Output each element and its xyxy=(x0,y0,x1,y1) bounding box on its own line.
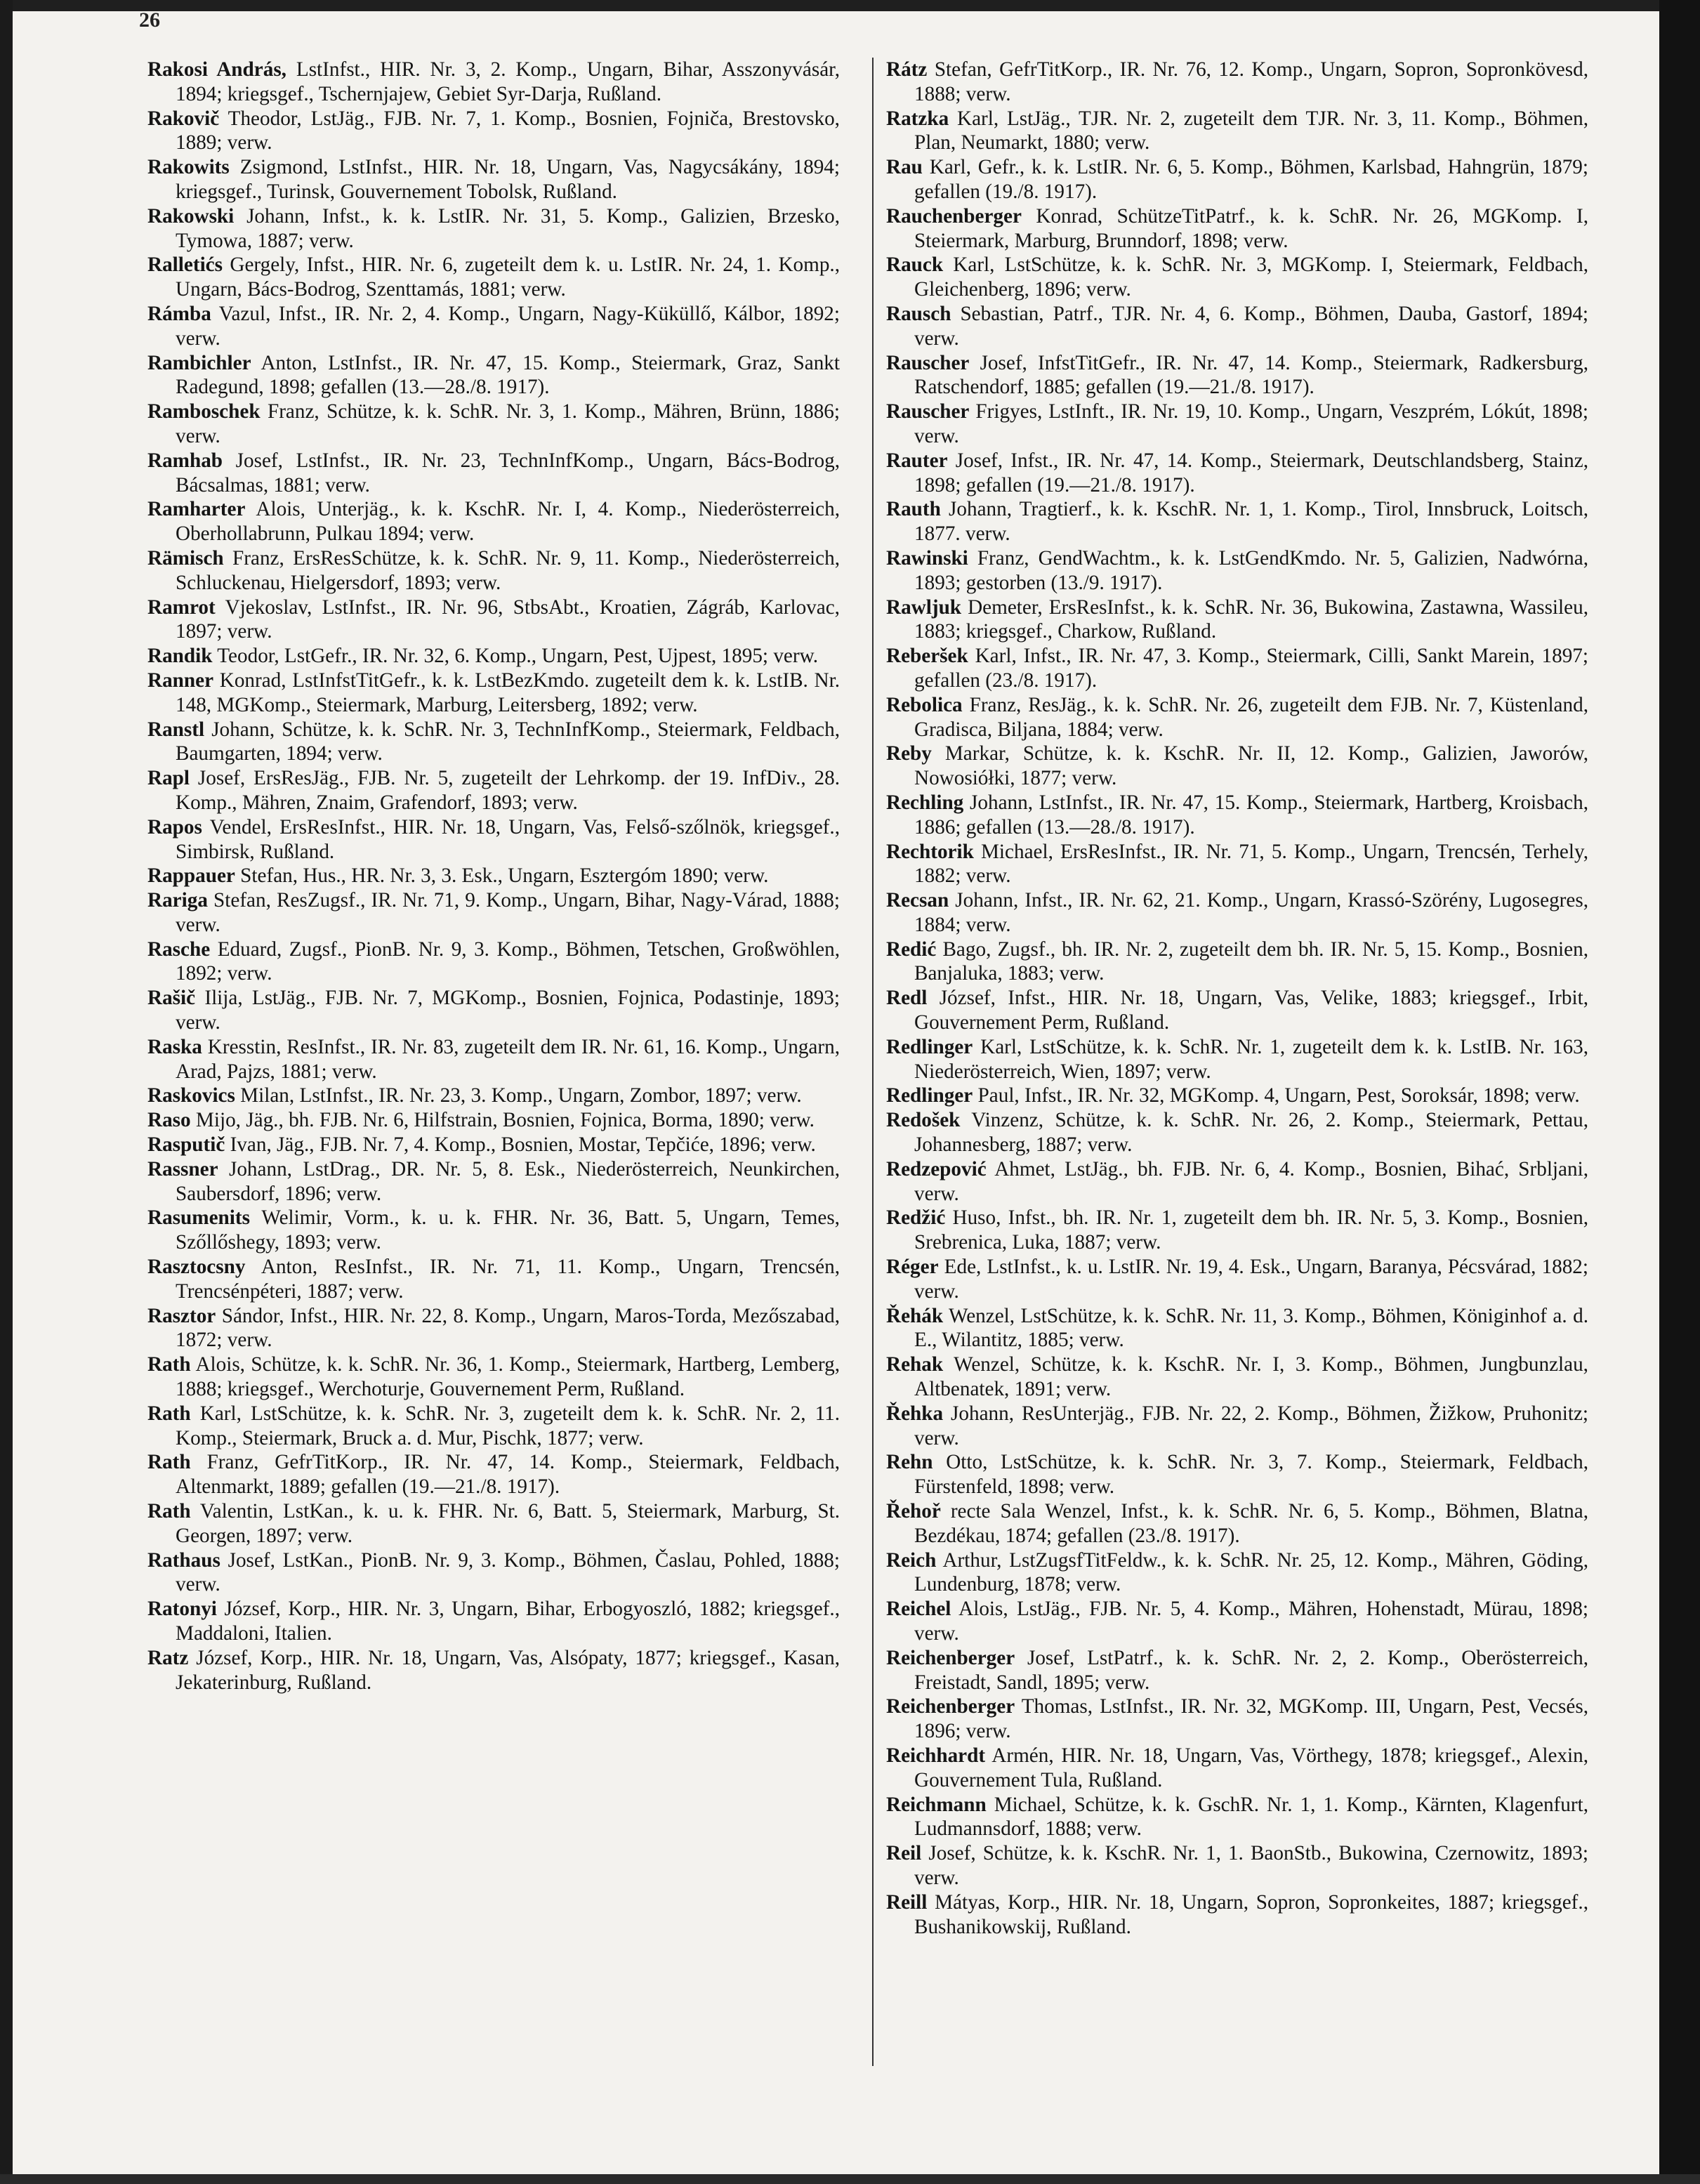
register-entry xyxy=(147,1255,840,1304)
entry-surname: Rasputič xyxy=(147,1133,225,1157)
entry-surname: Rechling xyxy=(886,791,964,814)
entry-details: Karl, Gefr., k. k. LstIR. Nr. 6, 5. Komp., Böhmen, Karlsbad, Hahngrün, 1879; gefallen (19./8. 1917). xyxy=(914,156,1588,203)
entry-surname: Reil xyxy=(886,1842,922,1865)
entry-details: Alois, LstJäg., FJB. Nr. 5, 4. Komp., Mähren, Hohenstadt, Mürau, 1898; verw. xyxy=(914,1598,1588,1645)
entry-details: Johann, ResUnterjäg., FJB. Nr. 22, 2. Komp., Böhmen, Žižkow, Pruhonitz; verw. xyxy=(914,1402,1589,1449)
entry-surname: Redl xyxy=(886,987,928,1010)
entry-surname: Reichenberger xyxy=(886,1695,1015,1718)
entry-details: Vjekoslav, LstInfst., IR. Nr. 96, StbsAbt., Kroatien, Zágráb, Karlovac, 1897; verw. xyxy=(176,596,840,643)
entry-surname: Rakosi András, xyxy=(147,58,286,81)
entry-surname: Redžić xyxy=(886,1206,946,1230)
entry-details: Thomas, LstInfst., IR. Nr. 32, MGKomp. III, Ungarn, Pest, Vecsés, 1896; verw. xyxy=(914,1695,1588,1743)
entry-surname: Ramhab xyxy=(147,449,223,472)
entry-surname: Raskovics xyxy=(147,1084,235,1107)
entry-surname: Randik xyxy=(147,645,213,668)
entry-surname: Réger xyxy=(886,1256,939,1279)
register-entry xyxy=(886,400,1588,449)
register-entry xyxy=(147,253,840,302)
register-entry xyxy=(886,644,1588,693)
entry-surname: Rausch xyxy=(886,302,951,325)
entry-details: Karl, LstJäg., TJR. Nr. 2, zugeteilt dem TJR. Nr. 3, 11. Komp., Böhmen, Plan, Neumarkt, 1880; verw. xyxy=(914,107,1588,154)
entry-details: Theodor, LstJäg., FJB. Nr. 7, 1. Komp., Bosnien, Fojniča, Brestovsko, 1889; verw. xyxy=(176,107,840,154)
entry-surname: Rátz xyxy=(886,58,928,81)
entry-details: Zsigmond, LstInfst., HIR. Nr. 18, Ungarn, Vas, Nagycsákány, 1894; kriegsgef., Turinsk, Gouvernement Tobolsk, Rußland. xyxy=(176,156,841,203)
entry-surname: Ramboschek xyxy=(147,400,261,423)
register-entry xyxy=(147,864,840,888)
entry-details: Franz, GefrTitKorp., IR. Nr. 47, 14. Komp., Steiermark, Feldbach, Altenmarkt, 1889; gefallen (19.—21./8. 1917). xyxy=(176,1451,840,1499)
entry-surname: Redzepović xyxy=(886,1157,987,1180)
right-column xyxy=(886,58,1588,1939)
entry-surname: Rebolica xyxy=(886,693,963,716)
register-entry xyxy=(886,1646,1588,1695)
entry-details: Vendel, ErsResInfst., HIR. Nr. 18, Ungarn, Vas, Felső-szőlnök, kriegsgef., Simbirsk, Rußland. xyxy=(176,815,840,863)
register-entry xyxy=(147,1035,840,1084)
entry-details: Ede, LstInfst., k. u. LstIR. Nr. 19, 4. Esk., Ungarn, Baranya, Pécsvárad, 1882; verw. xyxy=(914,1256,1589,1303)
entry-surname: Rakowski xyxy=(147,204,235,228)
register-entry xyxy=(886,1890,1588,1940)
register-entry xyxy=(147,1499,840,1548)
register-entry xyxy=(886,1084,1588,1108)
register-entry xyxy=(886,155,1588,204)
scan-border-top xyxy=(0,0,1700,11)
entry-details: Josef, LstPatrf., k. k. SchR. Nr. 2, 2. Komp., Oberösterreich, Freistadt, Sandl, 1895; verw. xyxy=(914,1646,1589,1694)
register-entry xyxy=(886,253,1588,302)
register-entry xyxy=(886,1744,1588,1793)
entry-surname: Řehka xyxy=(886,1402,944,1425)
entry-surname: Ratzka xyxy=(886,107,949,130)
entry-details: Welimir, Vorm., k. u. k. FHR. Nr. 36, Batt. 5, Ungarn, Temes, Szőllőshegy, 1893; verw. xyxy=(176,1206,840,1254)
entry-details: József, Korp., HIR. Nr. 18, Ungarn, Vas, Alsópaty, 1877; kriegsgef., Kasan, Jekaterinburg, Rußland. xyxy=(176,1646,840,1694)
register-entry xyxy=(886,1450,1588,1499)
entry-surname: Rasche xyxy=(147,938,211,961)
entry-surname: Reich xyxy=(886,1548,937,1572)
register-entry xyxy=(147,1206,840,1255)
entry-surname: Rapl xyxy=(147,767,190,790)
entry-details: recte Sala Wenzel, Infst., k. k. SchR. Nr. 6, 5. Komp., Böhmen, Blatna, Bezdékau, 1874; gefallen (23./8. 1917). xyxy=(914,1500,1588,1547)
entry-surname: Rehak xyxy=(886,1353,944,1376)
entry-details: Johann, Schütze, k. k. SchR. Nr. 3, TechnInfKomp., Steiermark, Feldbach, Baumgarten, 1894; verw. xyxy=(176,718,840,765)
register-entry xyxy=(886,986,1588,1035)
entry-details: Stefan, ResZugsf., IR. Nr. 71, 9. Komp., Ungarn, Bihar, Nagy-Várad, 1888; verw. xyxy=(176,889,840,936)
entry-details: Anton, LstInfst., IR. Nr. 47, 15. Komp., Steiermark, Graz, Sankt Radegund, 1898; gefallen (13.—28./8. 1917). xyxy=(176,351,841,399)
entry-surname: Ralletićs xyxy=(147,254,223,277)
entry-surname: Rasumenits xyxy=(147,1206,250,1230)
entry-details: Ahmet, LstJäg., bh. FJB. Nr. 6, 4. Komp., Bosnien, Bihać, Srbljani, verw. xyxy=(914,1157,1588,1205)
entry-surname: Reill xyxy=(886,1890,928,1914)
register-entry xyxy=(147,1304,840,1353)
register-entry xyxy=(886,351,1588,400)
entry-surname: Redlinger xyxy=(886,1084,973,1107)
register-entry xyxy=(147,204,840,254)
entry-surname: Rasztor xyxy=(147,1304,216,1327)
entry-details: Kresstin, ResInfst., IR. Nr. 83, zugeteilt dem IR. Nr. 61, 16. Komp., Ungarn, Arad, Pajzs, 1881; verw. xyxy=(176,1035,840,1083)
entry-details: Alois, Schütze, k. k. SchR. Nr. 36, 1. Komp., Steiermark, Hartberg, Lemberg, 1888; kriegsgef., Werchoturje, Gouvernement Perm, Rußland. xyxy=(176,1353,840,1401)
entry-details: Josef, InfstTitGefr., IR. Nr. 47, 14. Komp., Steiermark, Radkersburg, Ratschendorf, 1885; gefallen (19.—21./8. 1917). xyxy=(914,351,1588,399)
left-column xyxy=(147,58,840,1695)
entry-surname: Rawinski xyxy=(886,546,968,570)
entry-details: Johann, Infst., k. k. LstIR. Nr. 31, 5. Komp., Galizien, Brzesko, Tymowa, 1887; verw. xyxy=(176,204,840,252)
entry-details: Milan, LstInfst., IR. Nr. 23, 3. Komp., Ungarn, Zombor, 1897; verw. xyxy=(240,1084,802,1107)
entry-surname: Rechtorik xyxy=(886,840,974,863)
entry-surname: Raska xyxy=(147,1035,202,1058)
register-entry xyxy=(886,204,1588,254)
entry-surname: Redlinger xyxy=(886,1035,973,1058)
register-entry xyxy=(886,497,1588,546)
entry-surname: Ramrot xyxy=(147,596,216,619)
register-entry xyxy=(886,302,1588,351)
entry-surname: Rapos xyxy=(147,815,202,838)
register-entry xyxy=(147,596,840,645)
entry-details: Johann, Infst., IR. Nr. 62, 21. Komp., Ungarn, Krassó-Szörény, Lugosegres, 1884; verw. xyxy=(914,889,1588,936)
register-entry xyxy=(147,449,840,498)
entry-surname: Rauck xyxy=(886,254,944,277)
register-entry xyxy=(886,693,1588,742)
register-entry xyxy=(886,1304,1588,1353)
entry-details: Karl, LstSchütze, k. k. SchR. Nr. 3, zugeteilt dem k. k. SchR. Nr. 2, 11. Komp., Steiermark, Bruck a. d. Mur, Pischk, 1877; verw. xyxy=(176,1402,841,1449)
entry-surname: Rau xyxy=(886,156,923,179)
register-entry xyxy=(886,596,1588,645)
register-entry xyxy=(886,1548,1588,1598)
entry-surname: Ratonyi xyxy=(147,1598,217,1621)
register-entry xyxy=(147,1646,840,1695)
entry-details: Armén, HIR. Nr. 18, Ungarn, Vas, Vörthegy, 1878; kriegsgef., Alexin, Gouvernement Tula, Rußland. xyxy=(914,1744,1588,1791)
register-entry xyxy=(147,1597,840,1646)
entry-details: Otto, LstSchütze, k. k. SchR. Nr. 3, 7. Komp., Steiermark, Feldbach, Fürstenfeld, 1898; verw. xyxy=(914,1451,1588,1499)
register-entry xyxy=(147,1450,840,1499)
entry-details: Wenzel, Schütze, k. k. KschR. Nr. I, 3. Komp., Böhmen, Jungbunzlau, Altbenatek, 1891; verw. xyxy=(914,1353,1588,1401)
register-entry xyxy=(147,1353,840,1402)
entry-details: Stefan, GefrTitKorp., IR. Nr. 76, 12. Komp., Ungarn, Sopron, Sopronkövesd, 1888; verw. xyxy=(914,58,1589,105)
entry-details: Sándor, Infst., HIR. Nr. 22, 8. Komp., Ungarn, Maros-Torda, Mezőszabad, 1872; verw. xyxy=(176,1304,841,1352)
page-number: 26 xyxy=(139,8,160,32)
entry-surname: Rakovič xyxy=(147,107,220,130)
entry-surname: Rath xyxy=(147,1353,191,1376)
entry-surname: Rariga xyxy=(147,889,208,912)
register-entry xyxy=(886,791,1588,840)
register-entry xyxy=(147,1157,840,1206)
entry-surname: Rassner xyxy=(147,1157,218,1180)
entry-surname: Reichmann xyxy=(886,1793,987,1816)
register-entry xyxy=(886,449,1588,498)
register-entry xyxy=(886,1793,1588,1842)
entry-details: Gergely, Infst., HIR. Nr. 6, zugeteilt dem k. u. LstIR. Nr. 24, 1. Komp., Ungarn, Bács-Bodrog, Szenttamás, 1881; verw. xyxy=(176,254,840,301)
entry-details: Wenzel, LstSchütze, k. k. SchR. Nr. 11, 3. Komp., Böhmen, Königinhof a. d. E., Wilantitz, 1885; verw. xyxy=(914,1304,1588,1352)
entry-details: Ilija, LstJäg., FJB. Nr. 7, MGKomp., Bosnien, Fojnica, Podastinje, 1893; verw. xyxy=(176,987,841,1034)
entry-details: Michael, Schütze, k. k. GschR. Nr. 1, 1. Komp., Kärnten, Klagenfurt, Ludmannsdorf, 1888; verw. xyxy=(914,1793,1588,1841)
entry-details: Karl, Infst., IR. Nr. 47, 3. Komp., Steiermark, Cilli, Sankt Marein, 1897; gefallen (23./8. 1917). xyxy=(914,645,1589,692)
register-entry xyxy=(886,888,1588,938)
entry-details: Josef, LstInfst., IR. Nr. 23, TechnInfKomp., Ungarn, Bács-Bodrog, Bácsalmas, 1881; verw. xyxy=(176,449,840,496)
entry-surname: Rauscher xyxy=(886,351,970,374)
register-entry xyxy=(147,351,840,400)
register-entry xyxy=(147,400,840,449)
register-entry xyxy=(147,815,840,864)
entry-surname: Rath xyxy=(147,1451,191,1474)
entry-details: Mátyas, Korp., HIR. Nr. 18, Ungarn, Sopron, Sopronkeites, 1887; kriegsgef., Bushanikowskij, Rußland. xyxy=(914,1890,1588,1938)
entry-details: Josef, LstKan., PionB. Nr. 9, 3. Komp., Böhmen, Časlau, Pohled, 1888; verw. xyxy=(176,1548,840,1596)
entry-details: Paul, Infst., IR. Nr. 32, MGKomp. 4, Ungarn, Pest, Soroksár, 1898; verw. xyxy=(977,1084,1580,1107)
register-entry xyxy=(886,1255,1588,1304)
scan-border-right xyxy=(1659,0,1700,2184)
entry-surname: Ranner xyxy=(147,669,214,692)
entry-details: Demeter, ErsResInfst., k. k. SchR. Nr. 36, Bukowina, Zastawna, Wassileu, 1883; kriegsgef., Charkow, Rußland. xyxy=(914,596,1588,643)
entry-surname: Rehn xyxy=(886,1451,933,1474)
register-entry xyxy=(147,718,840,767)
entry-details: József, Infst., HIR. Nr. 18, Ungarn, Vas, Velike, 1883; kriegsgef., Irbit, Gouvernement Perm, Rußland. xyxy=(914,987,1588,1034)
register-entry xyxy=(886,546,1588,596)
entry-details: LstInfst., HIR. Nr. 3, 2. Komp., Ungarn, Bihar, Asszonyvásár, 1894; kriegsgef., Tschernjajew, Gebiet Syr-Darja, Rußland. xyxy=(176,58,841,105)
entry-details: Markar, Schütze, k. k. KschR. Nr. II, 12. Komp., Galizien, Jaworów, Nowosiółki, 1877; verw. xyxy=(914,742,1589,790)
entry-details: Valentin, LstKan., k. u. k. FHR. Nr. 6, Batt. 5, Steiermark, Marburg, St. Georgen, 1897; verw. xyxy=(176,1500,840,1547)
entry-details: Karl, LstSchütze, k. k. SchR. Nr. 1, zugeteilt dem k. k. LstIB. Nr. 163, Niederösterreich, Wien, 1897; verw. xyxy=(914,1035,1589,1083)
entry-details: Michael, ErsResInfst., IR. Nr. 71, 5. Komp., Ungarn, Trencsén, Terhely, 1882; verw. xyxy=(914,840,1588,888)
entry-details: Huso, Infst., bh. IR. Nr. 1, zugeteilt dem bh. IR. Nr. 5, 3. Komp., Bosnien, Srebrenica, Luka, 1887; verw. xyxy=(914,1206,1589,1254)
entry-details: Frigyes, LstInft., IR. Nr. 19, 10. Komp., Ungarn, Veszprém, Lókút, 1898; verw. xyxy=(914,400,1589,447)
entry-surname: Reichel xyxy=(886,1598,951,1621)
entry-surname: Rämisch xyxy=(147,546,224,570)
entry-surname: Rauchenberger xyxy=(886,204,1022,228)
register-entry xyxy=(147,58,840,107)
entry-surname: Reby xyxy=(886,742,932,765)
register-entry xyxy=(147,1133,840,1157)
entry-surname: Rath xyxy=(147,1402,191,1425)
entry-surname: Rambichler xyxy=(147,351,251,374)
column-divider xyxy=(872,58,874,2066)
entry-details: Alois, Unterjäg., k. k. KschR. Nr. I, 4. Komp., Niederösterreich, Oberhollabrunn, Pulkau 1894; verw. xyxy=(176,498,841,546)
entry-details: Arthur, LstZugsfTitFeldw., k. k. SchR. Nr. 25, 12. Komp., Mähren, Göding, Lundenburg, 1878; verw. xyxy=(914,1548,1589,1596)
entry-surname: Rauth xyxy=(886,498,941,521)
entry-details: Ivan, Jäg., FJB. Nr. 7, 4. Komp., Bosnien, Mostar, Tepčiće, 1896; verw. xyxy=(230,1133,816,1157)
entry-details: Mijo, Jäg., bh. FJB. Nr. 6, Hilfstrain, Bosnien, Fojnica, Borma, 1890; verw. xyxy=(195,1109,815,1132)
entry-surname: Redić xyxy=(886,938,937,961)
entry-surname: Rawljuk xyxy=(886,596,962,619)
entry-details: Stefan, Hus., HR. Nr. 3, 3. Esk., Ungarn, Esztergóm 1890; verw. xyxy=(240,864,769,888)
entry-details: Teodor, LstGefr., IR. Nr. 32, 6. Komp., Ungarn, Pest, Ujpest, 1895; verw. xyxy=(217,645,819,668)
register-entry xyxy=(886,1841,1588,1890)
register-entry xyxy=(886,938,1588,987)
register-entry xyxy=(886,1206,1588,1255)
register-entry xyxy=(886,840,1588,889)
entry-surname: Reichhardt xyxy=(886,1744,986,1767)
entry-surname: Řehák xyxy=(886,1304,944,1327)
register-entry xyxy=(147,644,840,669)
register-entry xyxy=(886,1695,1588,1744)
register-entry xyxy=(886,1499,1588,1548)
register-entry xyxy=(147,986,840,1035)
entry-details: József, Korp., HIR. Nr. 3, Ungarn, Bihar, Erbogyoszló, 1882; kriegsgef., Maddaloni, Italien. xyxy=(176,1598,840,1645)
register-entry xyxy=(147,1084,840,1108)
entry-surname: Ramharter xyxy=(147,498,246,521)
entry-details: Konrad, SchützeTitPatrf., k. k. SchR. Nr. 26, MGKomp. I, Steiermark, Marburg, Brunndorf, 1898; verw. xyxy=(914,204,1589,252)
entry-surname: Rappauer xyxy=(147,864,235,888)
register-entry xyxy=(147,302,840,351)
register-entry xyxy=(886,1157,1588,1206)
register-entry xyxy=(886,58,1588,107)
entry-surname: Řehoř xyxy=(886,1500,941,1523)
register-entry xyxy=(147,766,840,815)
entry-details: Franz, ResJäg., k. k. SchR. Nr. 26, zugeteilt dem FJB. Nr. 7, Küstenland, Gradisca, Biljana, 1884; verw. xyxy=(914,693,1588,741)
entry-surname: Rasztocsny xyxy=(147,1256,246,1279)
entry-details: Vazul, Infst., IR. Nr. 2, 4. Komp., Ungarn, Nagy-Küküllő, Kálbor, 1892; verw. xyxy=(176,302,840,350)
register-entry xyxy=(886,1402,1588,1451)
entry-surname: Rath xyxy=(147,1500,191,1523)
entry-surname: Ratz xyxy=(147,1646,189,1669)
entry-details: Vinzenz, Schütze, k. k. SchR. Nr. 26, 2. Komp., Steiermark, Pettau, Johannesberg, 1887; verw. xyxy=(914,1109,1588,1157)
entry-details: Anton, ResInfst., IR. Nr. 71, 11. Komp., Ungarn, Trencsén, Trencsénpéteri, 1887; verw. xyxy=(176,1256,841,1303)
entry-surname: Rauter xyxy=(886,449,948,472)
entry-details: Franz, ErsResSchütze, k. k. SchR. Nr. 9, 11. Komp., Niederösterreich, Schluckenau, Hielgersdorf, 1893; verw. xyxy=(176,546,841,594)
register-entry xyxy=(147,497,840,546)
register-entry xyxy=(147,669,840,718)
register-entry xyxy=(147,107,840,156)
register-entry xyxy=(147,546,840,596)
entry-details: Franz, Schütze, k. k. SchR. Nr. 3, 1. Komp., Mähren, Brünn, 1886; verw. xyxy=(176,400,840,447)
register-entry xyxy=(886,1108,1588,1157)
entry-surname: Rašič xyxy=(147,987,196,1010)
entry-surname: Reichenberger xyxy=(886,1646,1015,1669)
entry-details: Karl, LstSchütze, k. k. SchR. Nr. 3, MGKomp. I, Steiermark, Feldbach, Gleichenberg, 1896; verw. xyxy=(914,254,1589,301)
register-entry xyxy=(147,888,840,938)
entry-surname: Reberšek xyxy=(886,645,968,668)
entry-details: Franz, GendWachtm., k. k. LstGendKmdo. Nr. 5, Galizien, Nadwórna, 1893; gestorben (13./9. 1917). xyxy=(914,546,1588,594)
entry-details: Johann, LstDrag., DR. Nr. 5, 8. Esk., Niederösterreich, Neunkirchen, Saubersdorf, 1896; verw. xyxy=(176,1157,840,1205)
entry-details: Josef, ErsResJäg., FJB. Nr. 5, zugeteilt der Lehrkomp. der 19. InfDiv., 28. Komp., Mähren, Znaim, Grafendorf, 1893; verw. xyxy=(176,767,841,814)
entry-details: Bago, Zugsf., bh. IR. Nr. 2, zugeteilt dem bh. IR. Nr. 5, 15. Komp., Bosnien, Banjaluka, 1883; verw. xyxy=(914,938,1588,985)
entry-details: Josef, Infst., IR. Nr. 47, 14. Komp., Steiermark, Deutschlandsberg, Stainz, 1898; gefallen (19.—21./8. 1917). xyxy=(914,449,1588,496)
entry-details: Johann, LstInfst., IR. Nr. 47, 15. Komp., Steiermark, Hartberg, Kroisbach, 1886; gefallen (13.—28./8. 1917). xyxy=(914,791,1588,838)
entry-surname: Raso xyxy=(147,1109,191,1132)
register-entry xyxy=(147,1108,840,1133)
entry-surname: Rámba xyxy=(147,302,211,325)
register-entry xyxy=(886,742,1588,791)
scan-border-left xyxy=(0,0,13,2184)
register-entry xyxy=(886,107,1588,156)
entry-surname: Ranstl xyxy=(147,718,205,741)
register-entry xyxy=(147,155,840,204)
entry-details: Johann, Tragtierf., k. k. KschR. Nr. 1, 1. Komp., Tirol, Innsbruck, Loitsch, 1877. verw. xyxy=(914,498,1589,546)
register-entry xyxy=(147,938,840,987)
entry-surname: Recsan xyxy=(886,889,949,912)
register-entry xyxy=(147,1548,840,1598)
register-entry xyxy=(886,1597,1588,1646)
entry-details: Sebastian, Patrf., TJR. Nr. 4, 6. Komp., Böhmen, Dauba, Gastorf, 1894; verw. xyxy=(914,302,1588,350)
entry-surname: Rakowits xyxy=(147,156,230,179)
entry-surname: Rauscher xyxy=(886,400,970,423)
scan-border-bottom xyxy=(0,2174,1700,2184)
entry-details: Konrad, LstInfstTitGefr., k. k. LstBezKmdo. zugeteilt dem k. k. LstIB. Nr. 148, MGKomp., Steiermark, Marburg, Leitersberg, 1892; verw. xyxy=(176,669,840,716)
register-entry xyxy=(886,1035,1588,1084)
entry-surname: Rathaus xyxy=(147,1548,220,1572)
register-entry xyxy=(886,1353,1588,1402)
register-entry xyxy=(147,1402,840,1451)
entry-surname: Redošek xyxy=(886,1109,961,1132)
entry-details: Eduard, Zugsf., PionB. Nr. 9, 3. Komp., Böhmen, Tetschen, Großwöhlen, 1892; verw. xyxy=(176,938,840,985)
entry-details: Josef, Schütze, k. k. KschR. Nr. 1, 1. BaonStb., Bukowina, Czernowitz, 1893; verw. xyxy=(914,1842,1589,1889)
